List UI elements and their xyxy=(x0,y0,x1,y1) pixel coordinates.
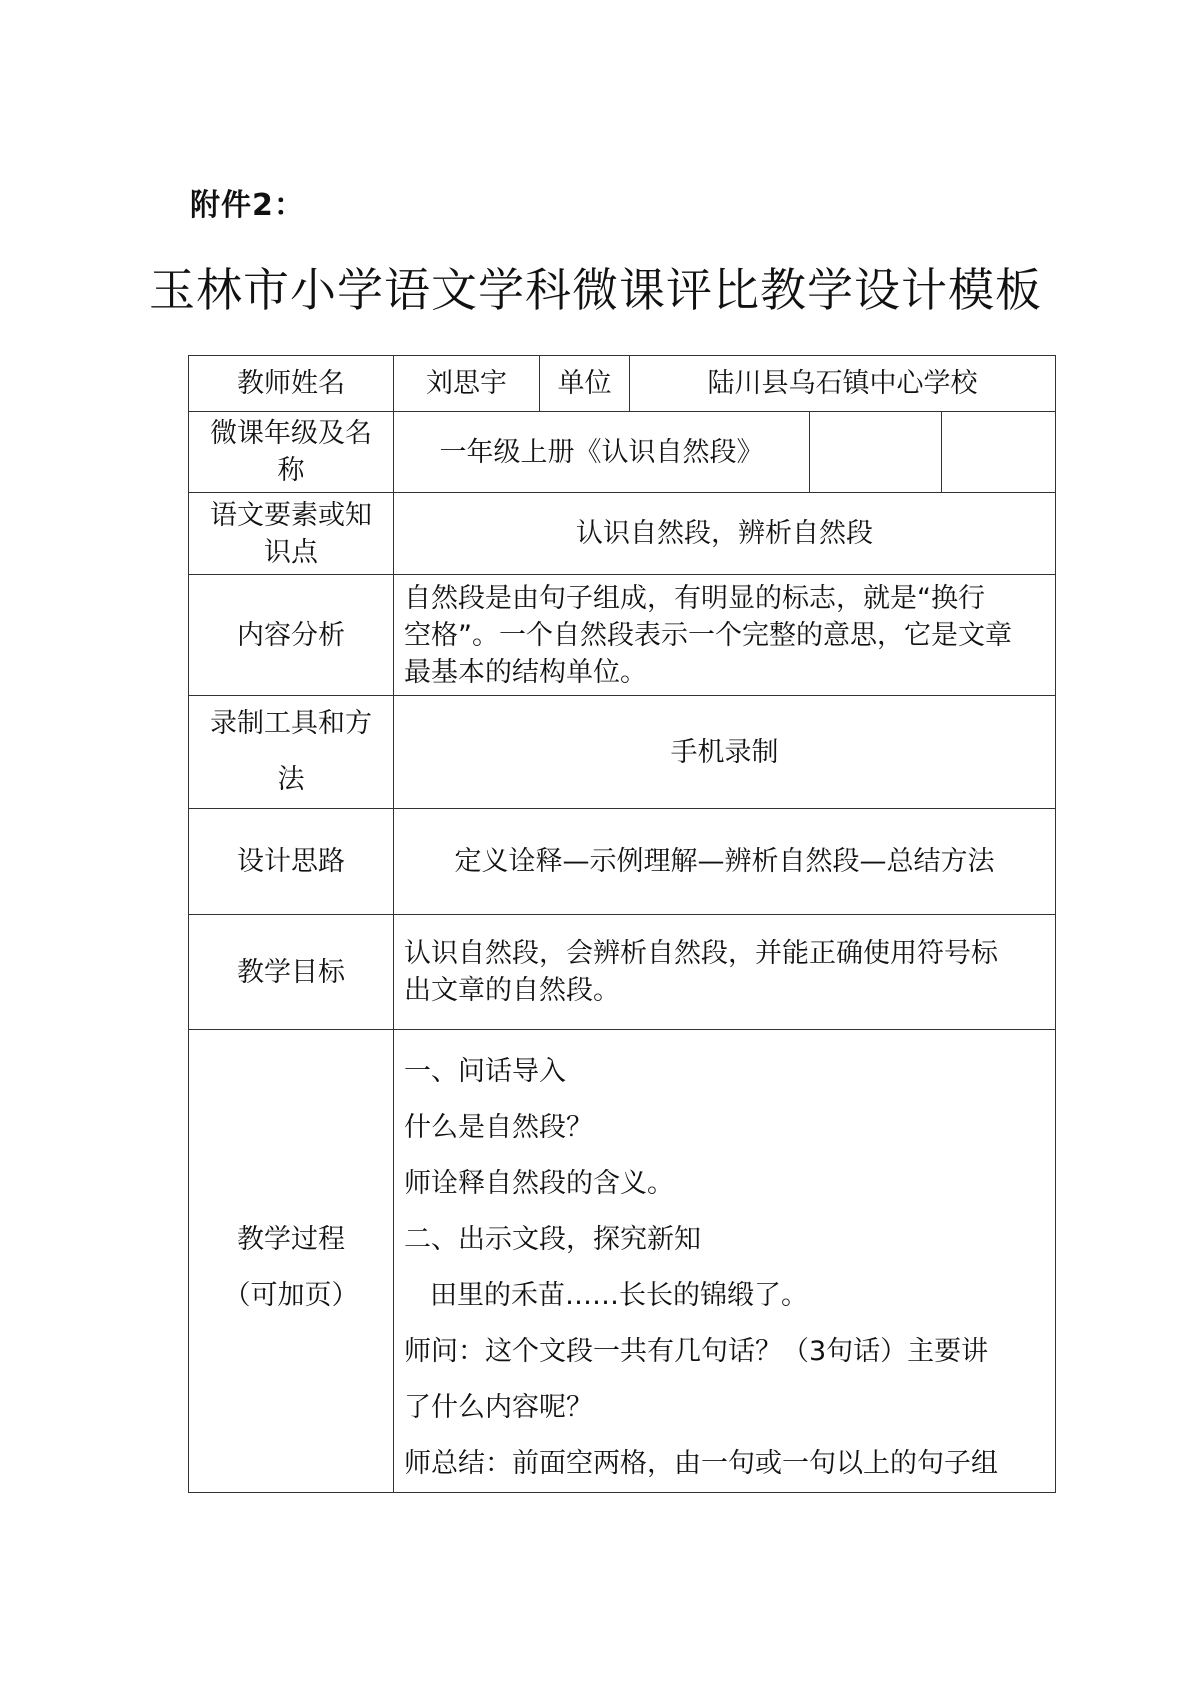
process-label-line-2: （可加页） xyxy=(223,1280,359,1311)
process-line-6: 师问：这个文段一共有几句话？（3句话）主要讲 xyxy=(404,1336,989,1367)
process-label-line-1: 教学过程 xyxy=(237,1224,345,1255)
course-empty-cell-1 xyxy=(810,412,942,493)
process-line-8: 师总结：前面空两格，由一句或一句以上的句子组 xyxy=(404,1448,998,1479)
tools-label-line-1: 录制工具和方 xyxy=(210,708,372,739)
unit-label: 单位 xyxy=(540,356,630,412)
goal-line-2: 出文章的自然段。 xyxy=(404,975,620,1006)
lesson-design-table xyxy=(188,355,1056,1493)
process-line-1: 一、问话导入 xyxy=(404,1056,566,1087)
process-value xyxy=(394,1030,1056,1493)
knowledge-value: 认识自然段，辨析自然段 xyxy=(394,493,1056,575)
tools-label xyxy=(189,696,394,809)
process-line-5: 田里的禾苗……长长的锦缎了。 xyxy=(430,1280,808,1311)
goal-line-1: 认识自然段，会辨析自然段，并能正确使用符号标 xyxy=(404,938,998,969)
design-value: 定义诠释—示例理解—辨析自然段—总结方法 xyxy=(394,809,1056,915)
process-label xyxy=(189,1030,394,1493)
course-name-label xyxy=(189,412,394,493)
knowledge-label-line-2: 识点 xyxy=(264,536,318,568)
process-row xyxy=(189,1030,1056,1493)
content-analysis-label: 内容分析 xyxy=(189,575,394,696)
tools-label-line-2: 法 xyxy=(277,764,305,795)
course-row xyxy=(189,412,1056,493)
attachment-label: 附件2： xyxy=(190,188,305,223)
knowledge-label xyxy=(189,493,394,575)
teacher-name-label: 教师姓名 xyxy=(189,356,394,412)
course-name-label-line-2: 称 xyxy=(277,455,305,486)
goal-value xyxy=(394,915,1056,1030)
design-label: 设计思路 xyxy=(189,809,394,915)
process-line-4: 二、出示文段，探究新知 xyxy=(404,1224,701,1255)
knowledge-row xyxy=(189,493,1056,575)
content-line-3: 最基本的结构单位。 xyxy=(404,656,647,688)
content-line-2: 空格”。一个自然段表示一个完整的意思，它是文章 xyxy=(404,619,1012,651)
course-name-value: 一年级上册《认识自然段》 xyxy=(394,412,810,493)
process-line-3: 师诠释自然段的含义。 xyxy=(404,1168,674,1199)
tools-value: 手机录制 xyxy=(394,696,1056,809)
goal-row xyxy=(189,915,1056,1030)
knowledge-label-line-1: 语文要素或知 xyxy=(210,499,372,531)
unit-value: 陆川县乌石镇中心学校 xyxy=(630,356,1056,412)
teacher-row xyxy=(189,356,1056,412)
course-name-label-line-1: 微课年级及名 xyxy=(210,418,372,449)
teacher-name-value: 刘思宇 xyxy=(394,356,540,412)
goal-label: 教学目标 xyxy=(189,915,394,1030)
content-line-1: 自然段是由句子组成，有明显的标志，就是“换行 xyxy=(404,582,985,614)
process-line-7: 了什么内容呢？ xyxy=(404,1392,593,1423)
page-title: 玉林市小学语文学科微课评比教学设计模板 xyxy=(149,263,1042,317)
content-row xyxy=(189,575,1056,696)
process-line-2: 什么是自然段？ xyxy=(404,1112,593,1143)
content-analysis-value xyxy=(394,575,1056,696)
course-empty-cell-2 xyxy=(942,412,1056,493)
design-row xyxy=(189,809,1056,915)
tools-row xyxy=(189,696,1056,809)
